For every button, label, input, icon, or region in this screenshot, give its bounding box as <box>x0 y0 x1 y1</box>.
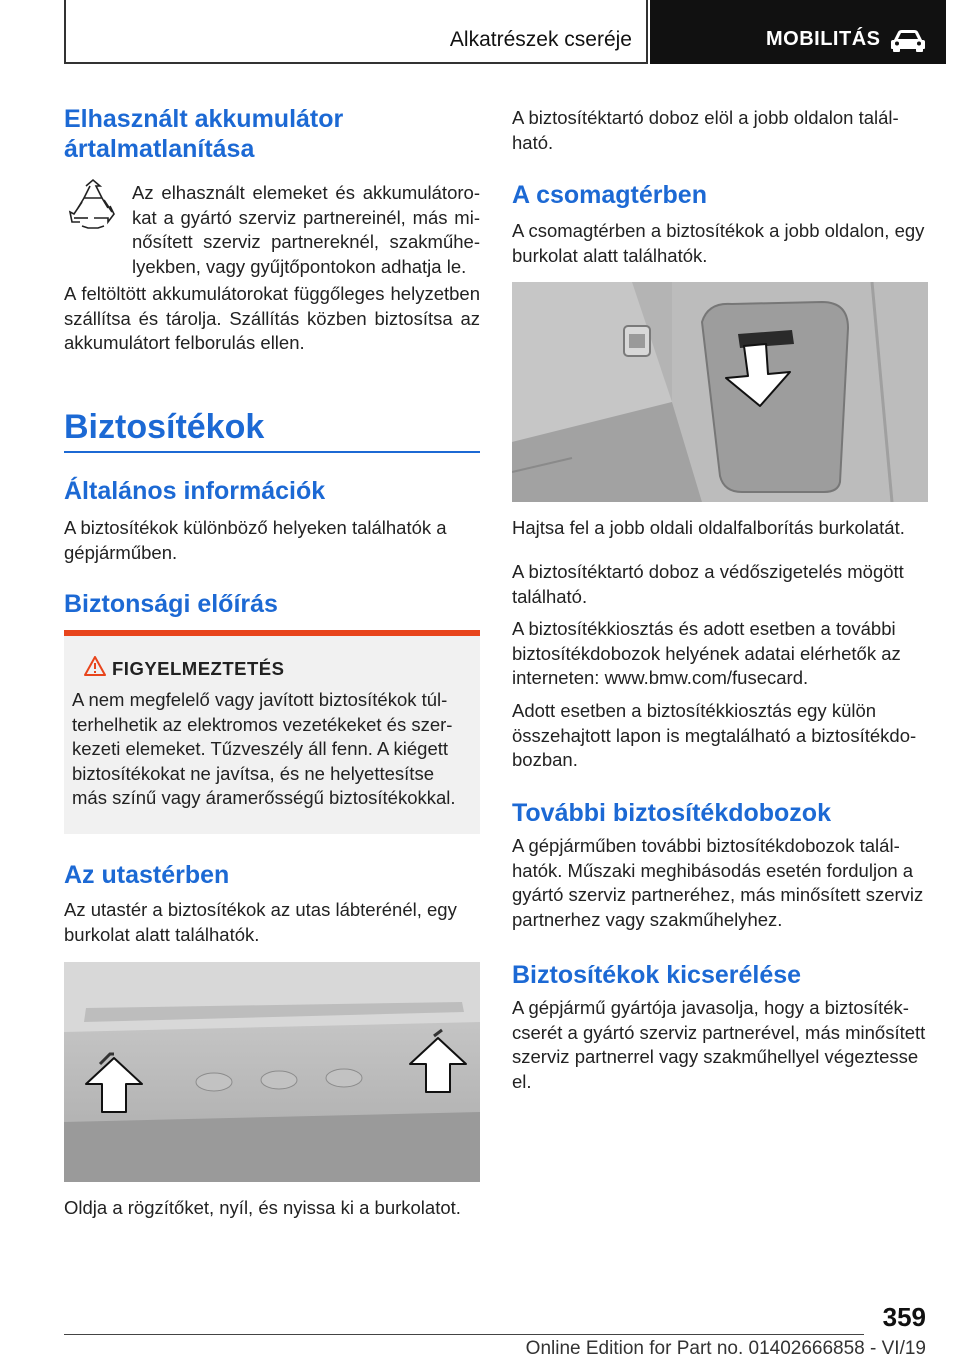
header-chapter-box <box>650 0 946 64</box>
trunk-heading: A csomagtérben <box>512 181 707 209</box>
footer-rule <box>64 1334 864 1335</box>
battery-disposal-heading: Elhasznált akkumulátor ártalmatlanítása <box>64 105 344 163</box>
replace-fuses-heading: Biztosítékok kicserélése <box>512 961 802 989</box>
warning-title: FIGYELMEZTETÉS <box>112 658 285 679</box>
front-fuse-text: A biztosítéktartó doboz elöl a jobb oldalon található. <box>512 107 899 153</box>
trunk-text: A csomagtérben a biztosítékok a jobb oldalon, egy burkolat alatt találhatók. <box>512 220 925 266</box>
fuses-heading: Biztosítékok <box>64 408 265 446</box>
page-number: 359 <box>882 1302 926 1332</box>
interior-heading: Az utastérben <box>64 861 230 889</box>
warning-accent-bar <box>64 630 480 636</box>
interior-text: Az utastér a biztosítékok az utas lábterénél, egy burkolat alatt találhatók. <box>64 899 457 945</box>
recycle-icon <box>68 178 118 234</box>
warning-box <box>64 630 480 834</box>
header-section-title: Alkatrészek cseréje <box>449 28 632 51</box>
trunk-paragraph-4: Adott esetben a biztosítékkiosztás egy külön összehajtott lapon is megtalálható a biztosítékdobozban. <box>512 700 917 770</box>
safety-heading: Biztonsági előírás <box>64 590 278 618</box>
trunk-paragraph-2: A biztosítéktartó doboz a védőszigetelés mögött található. <box>512 561 904 607</box>
trunk-fuse-cover-photo <box>512 282 928 502</box>
fuses-heading-rule <box>64 451 480 453</box>
battery-paragraph-2: A feltöltött akkumulátorokat függőleges helyzetben szállítsa és tárolja. Szállítás közben biztosítsa az akkumulátort felborulás ellen. <box>64 283 480 353</box>
general-info-text: A biztosítékok különböző helyeken találhatók a gépjárműben. <box>64 517 447 563</box>
interior-caption: Oldja a rögzítőket, nyíl, és nyissa ki a burkolatot. <box>64 1197 461 1218</box>
trunk-paragraph-3: A biztosítékkiosztás és adott esetben a további biztosítékdobozok helyének adatai elérhetők az interneten: www.bmw.com/fusecard. <box>512 618 901 688</box>
header-chapter-title: MOBILITÁS <box>766 28 881 50</box>
footer-edition: Online Edition for Part no. 01402666858 - VI/19 <box>525 1338 926 1359</box>
more-fuse-boxes-text: A gépjárműben további biztosítékdobozok találhatók. Műszaki meghibásodás esetén forduljon a gyártó szerviz partneréhez, más minősített szerviz partnerhez vagy szakműhelyhez. <box>512 835 924 930</box>
warning-triangle-icon <box>84 656 106 676</box>
trunk-caption: Hajtsa fel a jobb oldali oldalfalborítás burkolatát. <box>512 517 905 538</box>
header-section-box <box>64 0 648 64</box>
warning-text: A nem megfelelő vagy javított biztosítékok túlterhelhetik az elektromos vezetékeket és szerkezeti elemeket. Tűzveszély áll fenn. A kiégett biztosítékokat ne javítsa, és ne helyettesítse más színű vagy áramerősségű biztosítékokkal. <box>72 689 456 808</box>
battery-paragraph-1: Az elhasznált elemeket és akkumulátorokat a gyártó szerviz partnereinél, más minősített szerviz partnereknél, szakműhelyekben, vagy gyűjtőpontokon adhatja le. <box>132 182 480 277</box>
general-info-heading: Általános információk <box>64 477 326 505</box>
more-fuse-boxes-heading: További biztosítékdobozok <box>512 799 831 827</box>
car-icon <box>890 28 926 52</box>
replace-fuses-text: A gépjármű gyártója javasolja, hogy a biztosítékcserét a gyártó szerviz partnerével, más minősített szerviz partnerrel vagy szakműhellyel végeztesse el. <box>512 997 926 1092</box>
interior-fuse-cover-photo <box>64 962 480 1182</box>
